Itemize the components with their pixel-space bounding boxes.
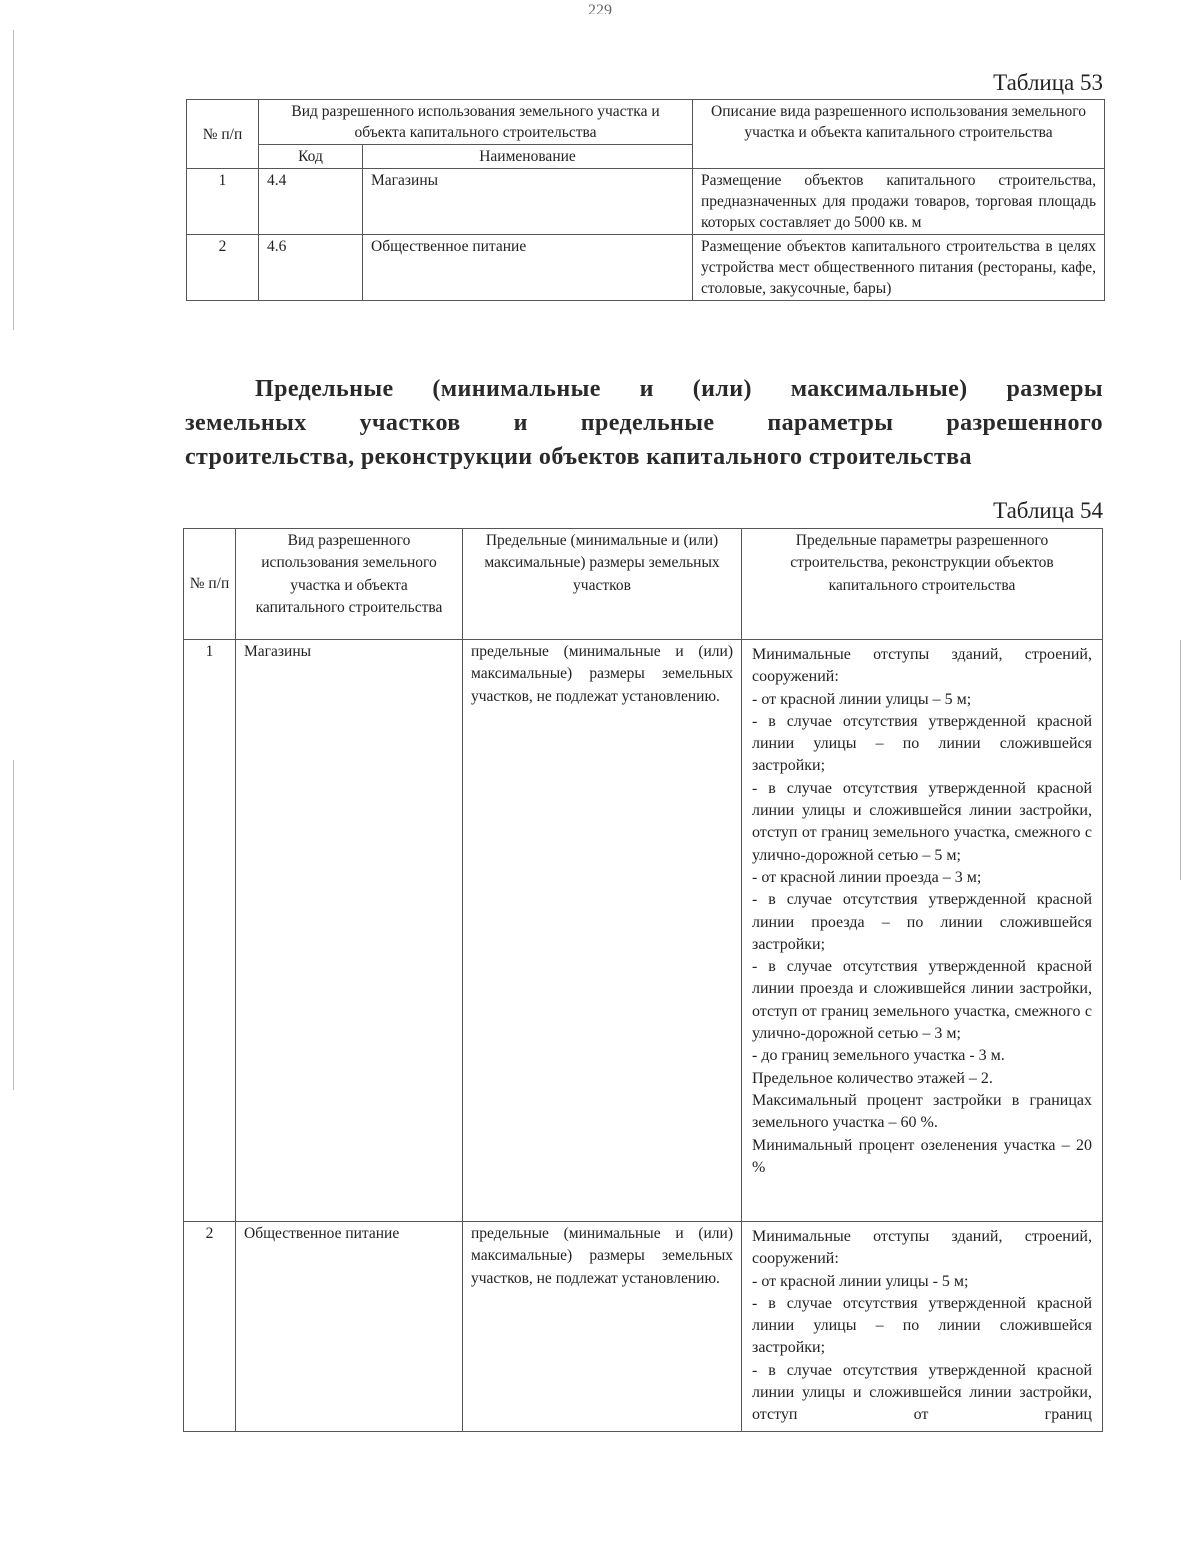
scan-edge-left-top xyxy=(13,30,14,330)
table53-row2-code: 4.6 xyxy=(259,235,363,301)
table54-row2-sizes: предельные (минимальные и (или) максимальные) размеры земельных участков, не подлежат установлению. xyxy=(463,1222,742,1432)
table53-header-num: № п/п xyxy=(187,100,259,169)
param-line: - от красной линии проезда – 3 м; xyxy=(752,868,982,886)
table54-row2-type: Общественное питание xyxy=(236,1222,463,1432)
table53-row1-name: Магазины xyxy=(363,169,693,235)
param-line: - в случае отсутствия утвержденной красной линии улицы и сложившейся линии застройки, отступ от границ xyxy=(752,1361,1092,1424)
table-row xyxy=(184,1222,1103,1432)
heading-line-3: строительства, реконструкции объектов капитального строительства xyxy=(185,444,972,470)
param-line: Минимальные отступы зданий, строений, сооружений: xyxy=(752,1228,1092,1268)
param-line: Минимальные отступы зданий, строений, сооружений: xyxy=(752,646,1092,686)
table53-header-code: Код xyxy=(259,145,363,169)
param-line: - в случае отсутствия утвержденной красной линии проезда и сложившейся линии застройки, отступ от границ земельного участка, смежного с улично-дорожной сетью – 3 м; xyxy=(752,958,1092,1043)
table54-caption: Таблица 54 xyxy=(993,498,1103,523)
section-heading xyxy=(185,372,1103,474)
table53-header-name: Наименование xyxy=(363,145,693,169)
table54-row1-type: Магазины xyxy=(236,640,463,1222)
param-line: - в случае отсутствия утвержденной красной линии улицы – по линии сложившейся застройки; xyxy=(752,1294,1092,1357)
table54-row1-num: 1 xyxy=(184,640,236,1222)
table-row xyxy=(187,169,1105,235)
heading-line-2: земельных участков и предельные параметры разрешенного xyxy=(185,410,1103,436)
heading-line-1: Предельные (минимальные и (или) максимальные) размеры xyxy=(255,376,1103,402)
param-line: - от красной линии улицы - 5 м; xyxy=(752,1272,969,1290)
table53-row1-num: 1 xyxy=(187,169,259,235)
scan-edge-left-mid xyxy=(13,760,14,1090)
param-line: - в случае отсутствия утвержденной красной линии улицы – по линии сложившейся застройки; xyxy=(752,712,1092,775)
table53-caption: Таблица 53 xyxy=(993,70,1103,95)
table54-header-params: Предельные параметры разрешенного строительства, реконструкции объектов капитального строительства xyxy=(742,529,1103,640)
table-row xyxy=(184,640,1103,1222)
table54-row1-sizes: предельные (минимальные и (или) максимальные) размеры земельных участков, не подлежат установлению. xyxy=(463,640,742,1222)
param-line: Максимальный процент застройки в границах земельного участка – 60 %. xyxy=(752,1091,1092,1132)
table54-row1-params xyxy=(742,640,1103,1222)
table53-header-type-group: Вид разрешенного использования земельного участка и объекта капитального строительства xyxy=(259,100,693,145)
param-line: - до границ земельного участка - 3 м. xyxy=(752,1047,1005,1065)
table54-header-row xyxy=(184,529,1103,640)
param-line: - от красной линии улицы – 5 м; xyxy=(752,690,972,708)
table53-row2-description: Размещение объектов капитального строительства в целях устройства мест общественного питания (рестораны, кафе, столовые, закусочные, бары) xyxy=(693,235,1105,301)
table54-header-num: № п/п xyxy=(184,529,236,640)
table54-header-sizes: Предельные (минимальные и (или) максимальные) размеры земельных участков xyxy=(463,529,742,640)
table53-header-row-1 xyxy=(187,100,1105,145)
param-line: Предельное количество этажей – 2. xyxy=(752,1069,993,1087)
table53-row1-description: Размещение объектов капитального строительства, предназначенных для продажи товаров, торговая площадь которых составляет до 5000 кв. м xyxy=(693,169,1105,235)
table54-row2-params xyxy=(742,1222,1103,1432)
param-line: - в случае отсутствия утвержденной красной линии проезда – по линии сложившейся застройки; xyxy=(752,891,1092,953)
table54-row2-num: 2 xyxy=(184,1222,236,1432)
scan-edge-right xyxy=(1180,640,1181,880)
table53-row1-code: 4.4 xyxy=(259,169,363,235)
table53-row2-num: 2 xyxy=(187,235,259,301)
table53 xyxy=(186,99,1105,301)
param-line: - в случае отсутствия утвержденной красной линии улицы и сложившейся линии застройки, отступ от границ земельного участка, смежного с улично-дорожной сетью – 5 м; xyxy=(752,779,1092,864)
table54-header-type: Вид разрешенного использования земельного участка и объекта капитального строительства xyxy=(236,529,463,640)
page-number: 229 xyxy=(588,2,612,14)
table53-header-description: Описание вида разрешенного использования земельного участка и объекта капитального строительства xyxy=(693,100,1105,169)
table54 xyxy=(183,528,1103,1432)
table53-row2-name: Общественное питание xyxy=(363,235,693,301)
param-line: Минимальный процент озеленения участка – 20 % xyxy=(752,1136,1092,1176)
table-row xyxy=(187,235,1105,301)
